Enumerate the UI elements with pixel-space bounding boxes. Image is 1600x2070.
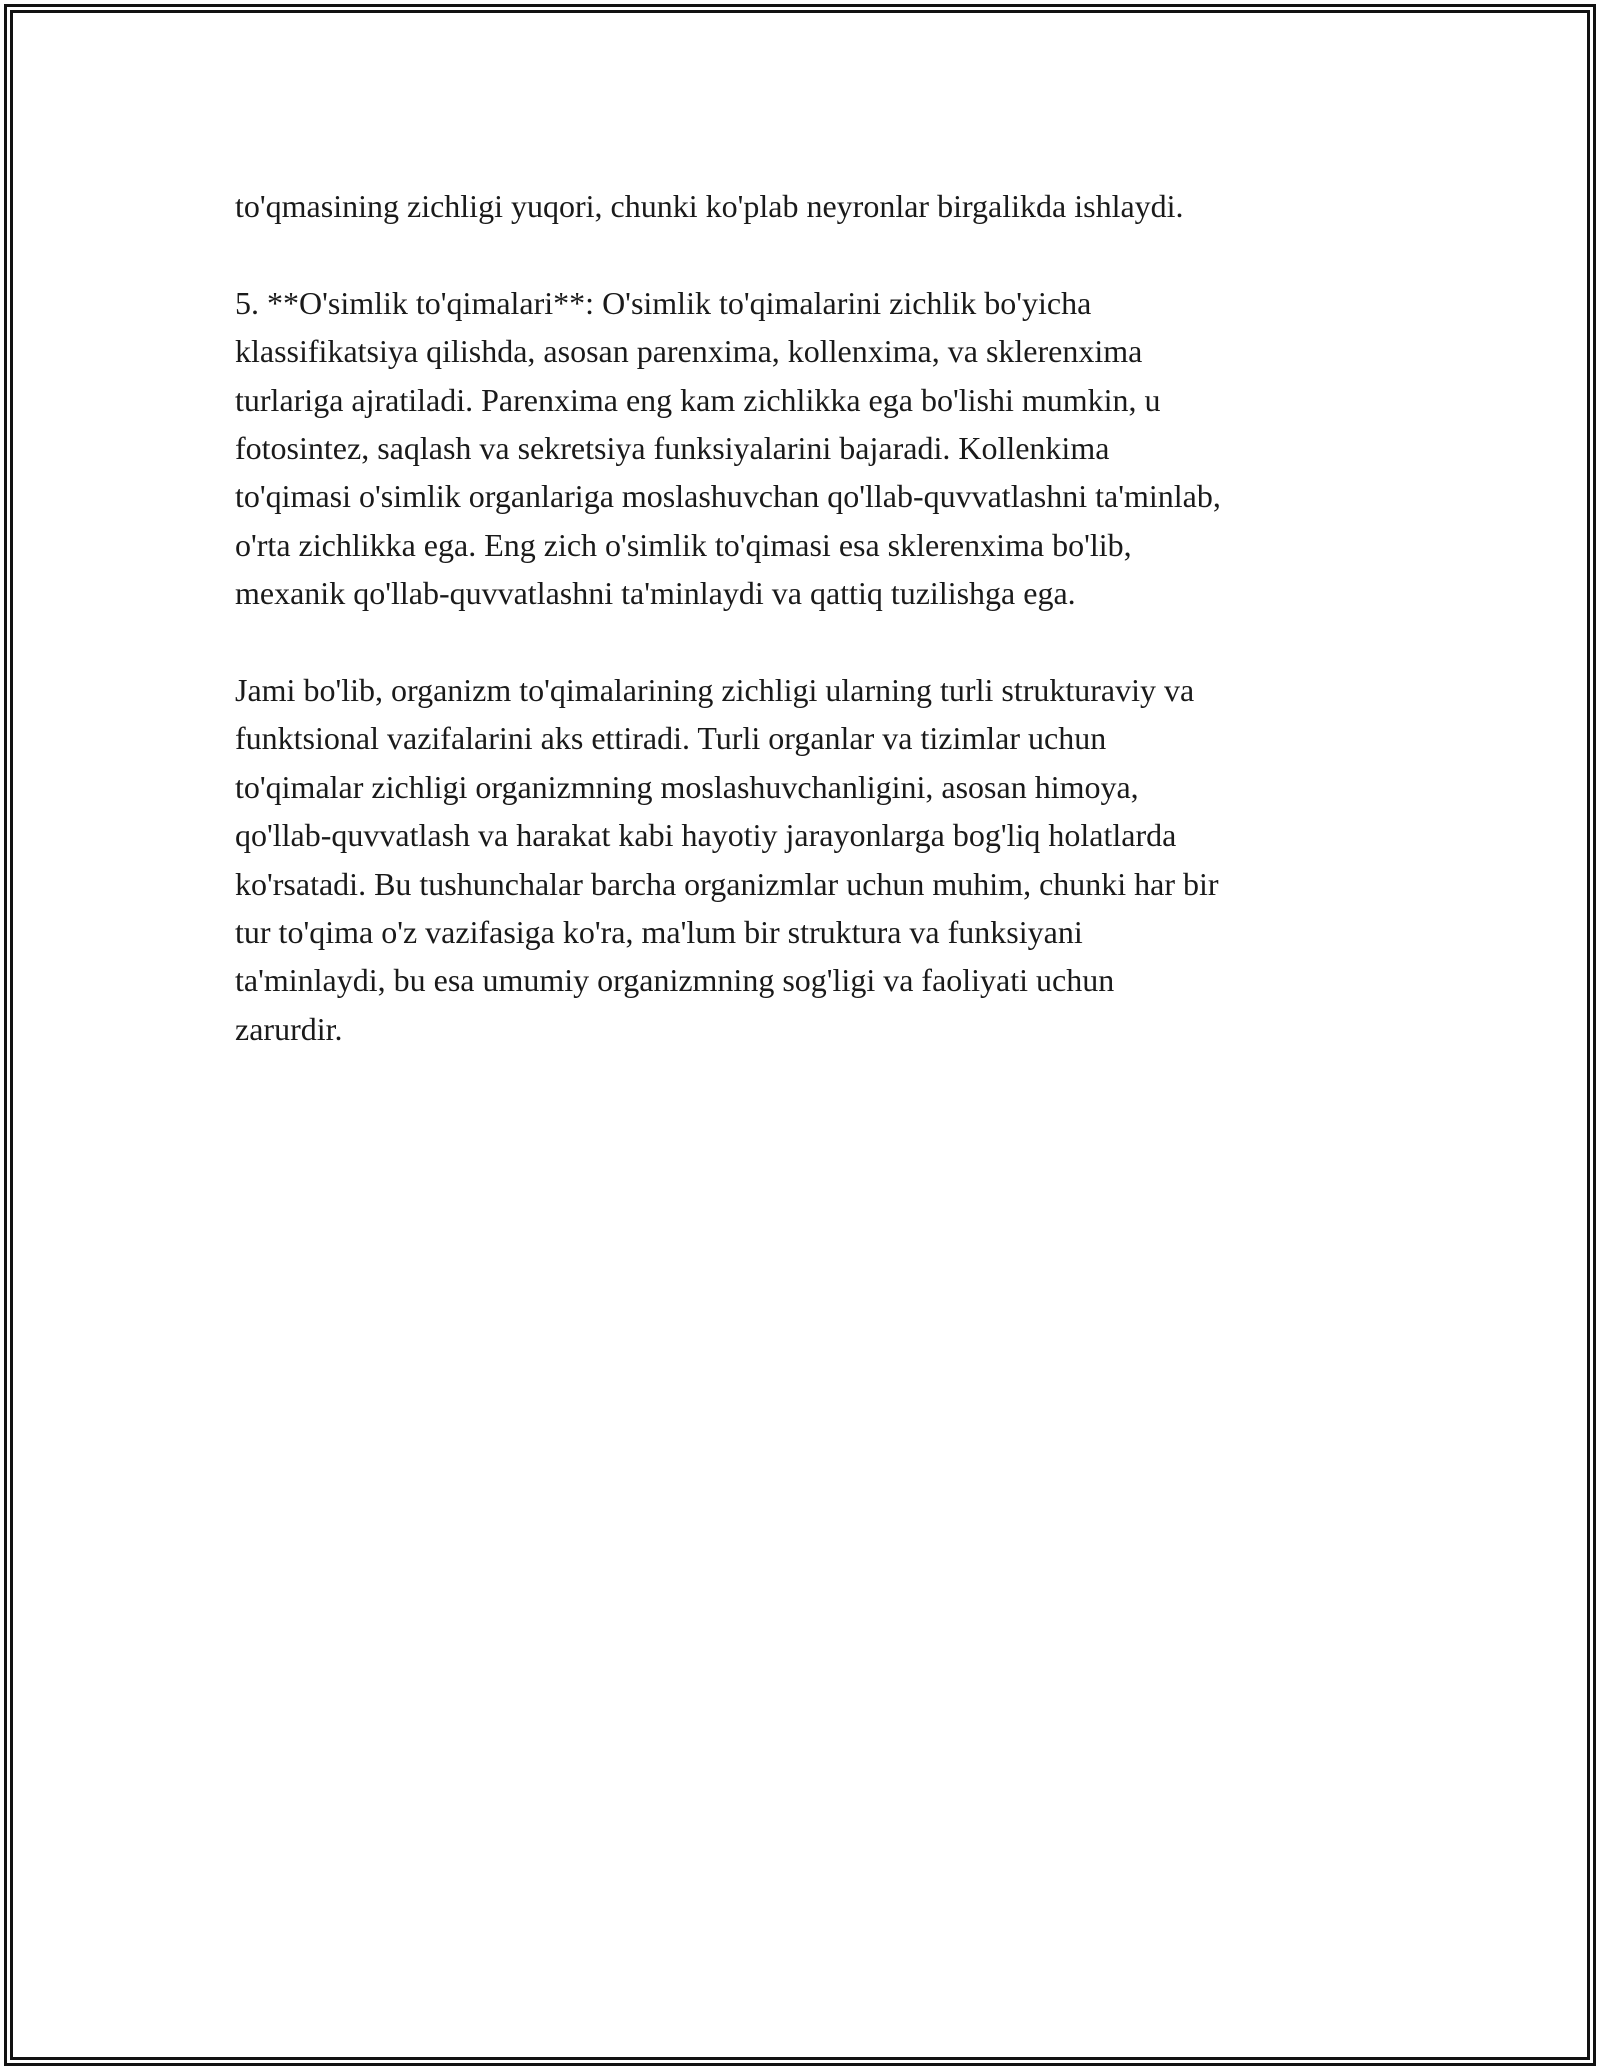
text-line: ta'minlaydi, bu esa umumiy organizmning sog'ligi va faoliyati uchun [235, 962, 1115, 999]
text-line: klassifikatsiya qilishda, asosan parenxima, kollenxima, va sklerenxima [235, 333, 1143, 370]
text-line: zarurdir. [235, 1010, 343, 1047]
text-line: tur to'qima o'z vazifasiga ko'ra, ma'lum bir struktura va funksiyani [235, 914, 1083, 951]
paragraph-conclusion [235, 666, 1385, 1053]
text-line: funktsional vazifalarini aks ettiradi. Turli organlar va tizimlar uchun [235, 720, 1107, 757]
text-line: Jami bo'lib, organizm to'qimalarining zichligi ularning turli strukturaviy va [235, 672, 1195, 709]
text-line: fotosintez, saqlash va sekretsiya funksiyalarini bajaradi. Kollenkima [235, 430, 1110, 467]
text-line: o'rta zichlikka ega. Eng zich o'simlik to'qimasi esa sklerenxima bo'lib, [235, 526, 1132, 563]
text-line: qo'llab-quvvatlash va harakat kabi hayotiy jarayonlarga bog'liq holatlarda [235, 817, 1177, 854]
paragraph-nervous-tissue-end [235, 182, 1385, 230]
text-line: mexanik qo'llab-quvvatlashni ta'minlaydi va qattiq tuzilishga ega. [235, 575, 1076, 612]
text-line: turlariga ajratiladi. Parenxima eng kam zichlikka ega bo'lishi mumkin, u [235, 381, 1161, 418]
text-line: ko'rsatadi. Bu tushunchalar barcha organizmlar uchun muhim, chunki har bir [235, 865, 1219, 902]
text-line: 5. **O'simlik to'qimalari**: O'simlik to'qimalarini zichlik bo'yicha [235, 284, 1092, 321]
text-line: to'qmasining zichligi yuqori, chunki ko'plab neyronlar birgalikda ishlaydi. [235, 188, 1184, 224]
text-line: to'qimalar zichligi organizmning moslashuvchanligini, asosan himoya, [235, 768, 1139, 805]
document-body [235, 182, 1385, 1102]
paragraph-plant-tissues [235, 279, 1385, 618]
text-line: to'qimasi o'simlik organlariga moslashuvchan qo'llab-quvvatlashni ta'minlab, [235, 478, 1221, 515]
